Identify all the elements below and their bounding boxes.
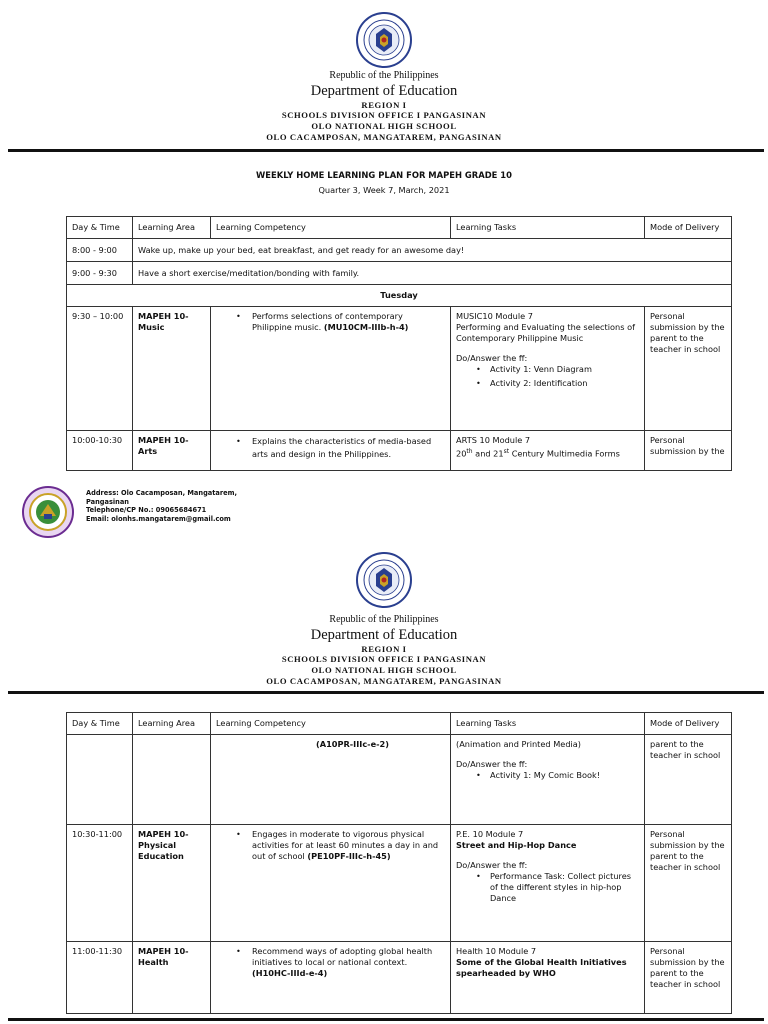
school-address: OLO CACAMPOSAN, MANGATAREM, PANGASINAN bbox=[266, 676, 502, 686]
tasks-cell bbox=[451, 825, 645, 942]
learning-plan-table bbox=[66, 216, 732, 471]
school-address: OLO CACAMPOSAN, MANGATAREM, PANGASINAN bbox=[266, 132, 502, 142]
competency-cell bbox=[211, 942, 451, 1014]
competency-cell bbox=[211, 307, 451, 431]
table-header-row bbox=[67, 217, 732, 239]
module-label: Health 10 Module 7 bbox=[456, 946, 537, 956]
table-header-row bbox=[67, 713, 732, 735]
tasks-cell bbox=[451, 307, 645, 431]
table-row bbox=[67, 735, 732, 825]
header-learning-tasks: Learning Tasks bbox=[451, 217, 645, 239]
school-logo-icon bbox=[22, 486, 74, 538]
list-item: • Activity 2: Identification bbox=[456, 378, 639, 389]
module-title: Some of the Global Health Initiatives spearheaded by WHO bbox=[456, 957, 627, 978]
deped-seal-icon bbox=[356, 552, 412, 608]
table-row bbox=[67, 262, 732, 285]
competency-code: (A10PR-IIIc-e-2) bbox=[211, 735, 451, 825]
bottom-rule bbox=[8, 1018, 764, 1021]
footer-address-block bbox=[86, 489, 266, 523]
time-cell: 10:00-10:30 bbox=[67, 431, 133, 471]
list-item: • Engages in moderate to vigorous physical activities for at least 60 minutes a day in and out of school (PE10PF-IIIc-h-45) bbox=[216, 829, 445, 862]
module-label: ARTS 10 Module 7 bbox=[456, 435, 531, 445]
division-label: SCHOOLS DIVISION OFFICE I PANGASINAN bbox=[281, 654, 487, 664]
plan-title: WEEKLY HOME LEARNING PLAN FOR MAPEH GRADE 10 bbox=[256, 170, 512, 180]
school-name: OLO NATIONAL HIGH SCHOOL bbox=[311, 665, 457, 675]
header-mode-of-delivery: Mode of Delivery bbox=[645, 217, 732, 239]
area-cell: MAPEH 10- Arts bbox=[133, 431, 211, 471]
footer-phone: Telephone/CP No.: 09065684671 bbox=[86, 506, 207, 515]
module-label: MUSIC10 Module 7 bbox=[456, 311, 533, 321]
tasks-cell bbox=[451, 942, 645, 1014]
republic-label: Republic of the Philippines bbox=[329, 614, 439, 625]
list-item: • Activity 1: My Comic Book! bbox=[456, 770, 639, 781]
time-cell: 9:00 - 9:30 bbox=[67, 262, 133, 285]
module-title: 20th and 21st Century Multimedia Forms bbox=[456, 448, 620, 459]
table-row bbox=[67, 942, 732, 1014]
time-cell: 11:00-11:30 bbox=[67, 942, 133, 1014]
do-label: Do/Answer the ff: bbox=[456, 353, 528, 363]
day-row bbox=[67, 285, 732, 307]
header-rule bbox=[8, 149, 764, 152]
delivery-cell: Personal submission by the parent to the teacher in school bbox=[645, 825, 732, 942]
header-day-time: Day & Time bbox=[67, 217, 133, 239]
header-day-time: Day & Time bbox=[67, 713, 133, 735]
region-label: REGION I bbox=[361, 644, 407, 654]
list-item: • Explains the characteristics of media-based arts and design in the Philippines. bbox=[216, 435, 445, 461]
table-row bbox=[67, 825, 732, 942]
page-footer bbox=[0, 480, 768, 540]
plan-subtitle: Quarter 3, Week 7, March, 2021 bbox=[318, 185, 450, 195]
deped-seal-icon bbox=[356, 12, 412, 68]
delivery-cell: Personal submission by the parent to the teacher in school bbox=[645, 307, 732, 431]
footer-address: Address: Olo Cacamposan, Mangatarem, Pangasinan bbox=[86, 489, 237, 506]
activity-cell: Wake up, make up your bed, eat breakfast, and get ready for an awesome day! bbox=[133, 239, 732, 262]
time-cell: 10:30-11:00 bbox=[67, 825, 133, 942]
header-learning-competency: Learning Competency bbox=[211, 217, 451, 239]
competency-code: (H10HC-IIId-e-4) bbox=[252, 968, 328, 978]
area-cell bbox=[133, 735, 211, 825]
module-title: Performing and Evaluating the selections of Contemporary Philippine Music bbox=[456, 322, 635, 343]
learning-plan-table-continued bbox=[66, 712, 732, 1014]
day-label: Tuesday bbox=[67, 285, 732, 307]
area-cell: MAPEH 10- Music bbox=[133, 307, 211, 431]
area-cell: MAPEH 10- Physical Education bbox=[133, 825, 211, 942]
module-title: Street and Hip-Hop Dance bbox=[456, 840, 577, 850]
page-2 bbox=[0, 540, 768, 1024]
module-media: (Animation and Printed Media) bbox=[456, 739, 581, 749]
table-row bbox=[67, 239, 732, 262]
department-title: Department of Education bbox=[310, 83, 458, 99]
header-learning-tasks: Learning Tasks bbox=[451, 713, 645, 735]
competency-cell bbox=[211, 431, 451, 471]
table-row bbox=[67, 431, 732, 471]
division-label: SCHOOLS DIVISION OFFICE I PANGASINAN bbox=[281, 110, 487, 120]
footer-email: Email: olonhs.mangatarem@gmail.com bbox=[86, 514, 231, 523]
header-rule bbox=[8, 691, 764, 694]
tasks-cell bbox=[451, 431, 645, 471]
list-item: • Performs selections of contemporary Philippine music. (MU10CM-IIIb-h-4) bbox=[216, 311, 445, 333]
do-label: Do/Answer the ff: bbox=[456, 759, 528, 769]
activity-cell: Have a short exercise/meditation/bonding with family. bbox=[133, 262, 732, 285]
delivery-cell: Personal submission by the parent to the teacher in school bbox=[645, 942, 732, 1014]
tasks-cell bbox=[451, 735, 645, 825]
table-row bbox=[67, 307, 732, 431]
time-cell: 9:30 – 10:00 bbox=[67, 307, 133, 431]
delivery-cell: parent to the teacher in school bbox=[645, 735, 732, 825]
list-item: • Performance Task: Collect pictures of the different styles in hip-hop Dance bbox=[456, 871, 639, 904]
competency-code: (MU10CM-IIIb-h-4) bbox=[323, 322, 409, 332]
republic-label: Republic of the Philippines bbox=[329, 70, 439, 81]
region-label: REGION I bbox=[361, 100, 407, 110]
competency-code: (PE10PF-IIIc-h-45) bbox=[307, 851, 391, 861]
header-mode-of-delivery: Mode of Delivery bbox=[645, 713, 732, 735]
module-label: P.E. 10 Module 7 bbox=[456, 829, 524, 839]
header-learning-area: Learning Area bbox=[133, 217, 211, 239]
time-cell bbox=[67, 735, 133, 825]
list-item: • Activity 1: Venn Diagram bbox=[456, 364, 639, 375]
time-cell: 8:00 - 9:00 bbox=[67, 239, 133, 262]
delivery-cell: Personal submission by the bbox=[645, 431, 732, 471]
department-title: Department of Education bbox=[310, 627, 458, 643]
header-learning-area: Learning Area bbox=[133, 713, 211, 735]
header-learning-competency: Learning Competency bbox=[211, 713, 451, 735]
do-label: Do/Answer the ff: bbox=[456, 860, 528, 870]
school-name: OLO NATIONAL HIGH SCHOOL bbox=[311, 121, 457, 131]
competency-cell bbox=[211, 825, 451, 942]
area-cell: MAPEH 10- Health bbox=[133, 942, 211, 1014]
list-item: • Recommend ways of adopting global health initiatives to local or national context. (H10HC-IIId-e-4) bbox=[216, 946, 445, 979]
